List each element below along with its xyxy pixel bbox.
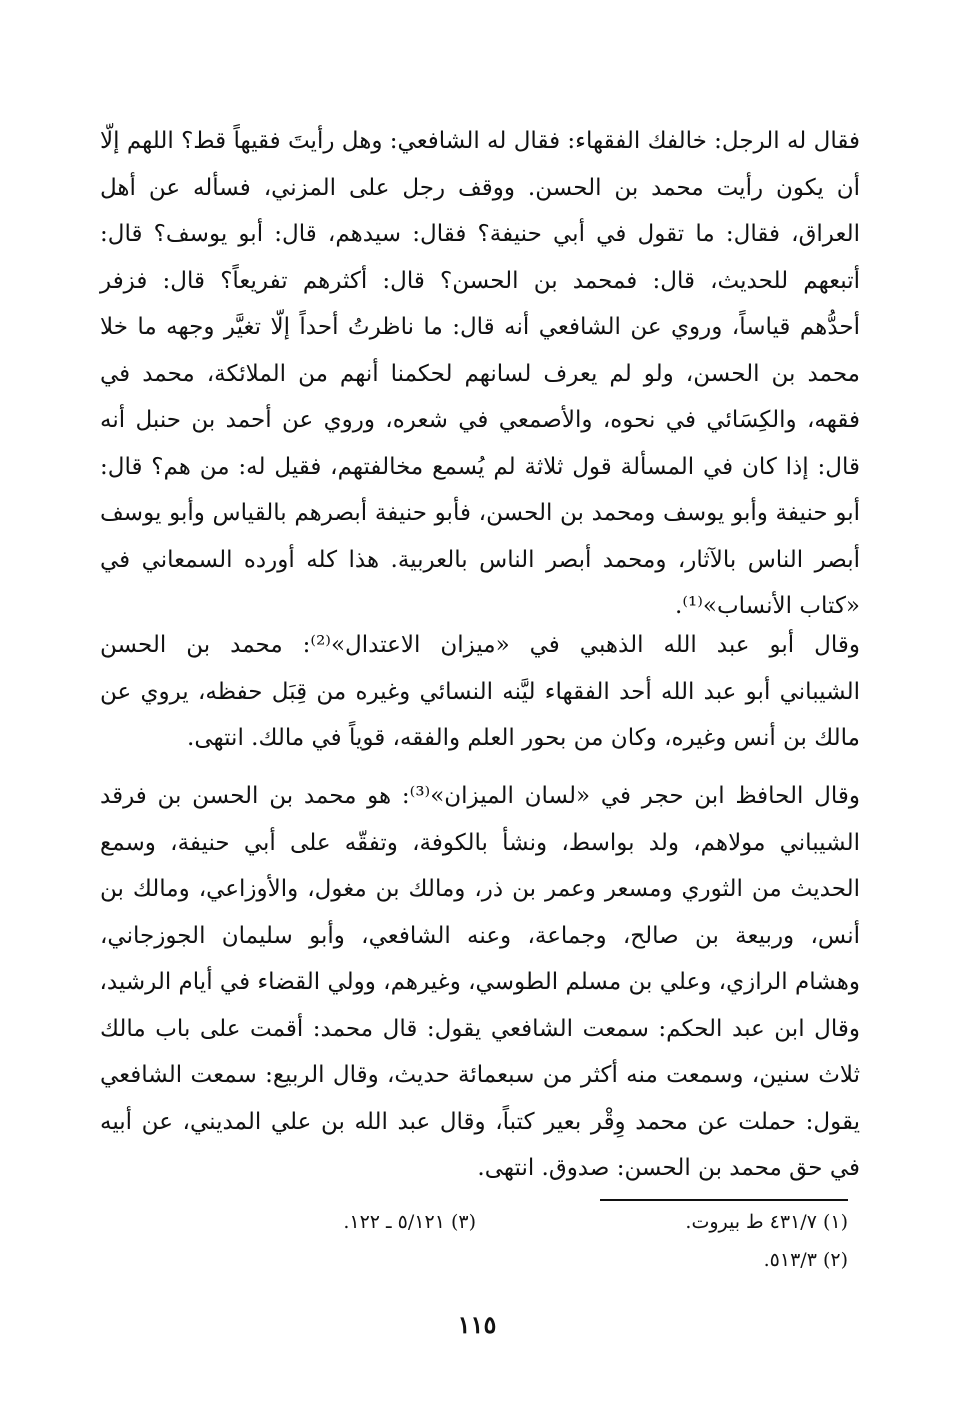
footnotes-right-column <box>685 1203 848 1279</box>
text-line: فقهه، والكِسَائي في نحوه، والأصمعي في شعره، وروي عن أحمد بن حنبل أنه <box>100 407 860 433</box>
text-line: أتبعهم للحديث، قال: فمحمد بن الحسن؟ قال: أكثرهم تفريعاً؟ قال: فزفر <box>100 267 860 294</box>
text-line: الشيباني مولاهم، ولد بواسط، ونشأ بالكوفة، وتفقّه على أبي حنيفة، وسمع <box>100 829 860 856</box>
paragraph-dhahabi-quote <box>100 622 860 762</box>
text-line: الشيباني أبو عبد الله أحد الفقهاء ليَّنه النسائي وغيره من قِبَل حفظه، يروي عن <box>100 678 860 705</box>
text-line: أن يكون رأيت محمد بن الحسن. ووقف رجل على المزني، فسأله عن أهل <box>100 174 860 201</box>
text-line: أبو حنيفة وأبو يوسف ومحمد بن الحسن، فأبو حنيفة أبصرهم بالقياس وأبو يوسف <box>100 500 860 526</box>
text-line: أنس، وربيعة بن صالح، وجماعة، وعنه الشافعي، وأبو سليمان الجوزجاني، <box>100 922 860 949</box>
text-line: العراق، فقال: ما تقول في أبي حنيفة؟ فقال: سيدهم، قال: أبو يوسف؟ قال: <box>100 221 860 247</box>
footnote-3: (٣) ٥/١٢١ ـ ١٢٢. <box>343 1211 476 1233</box>
text-line: قال: إذا كان في المسألة قول ثلاثة لم يُسمع مخالفتهم، فقيل له: من هم؟ قال: <box>100 453 860 480</box>
text-line: الحديث من الثوري ومسعر وعمر بن ذر، ومالك بن مغول، والأوزاعي، ومالك بن <box>100 876 860 902</box>
footnote-1: (١) ٤٣١/٧ ط بيروت. <box>685 1211 848 1233</box>
text-line: وقال ابن عبد الحكم: سمعت الشافعي يقول: قال محمد: أقمت على باب مالك <box>100 1015 860 1042</box>
footnote-divider <box>600 1199 848 1201</box>
text-line: يقول: حملت عن محمد وِقْر بعير كتباً، وقال عبد الله بن علي المديني، عن أبيه <box>100 1108 860 1135</box>
text-line: أحدُّهم قياساً، وروي عن الشافعي أنه قال: ما ناظرتُ أحداً إلّا تغيَّر وجهه ما خلا <box>100 314 860 340</box>
paragraph-shafii-narrations <box>100 118 860 630</box>
text-line: وقال الحافظ ابن حجر في «لسان الميزان»⁽³⁾: هو محمد بن الحسن بن فرقد <box>100 783 861 809</box>
text-line: وقال أبو عبد الله الذهبي في «ميزان الاعتدال»⁽²⁾: محمد بن الحسن <box>100 632 860 658</box>
text-line: ثلاث سنين، وسمعت منه أكثر من سبعمائة حديث، وقال الربيع: سمعت الشافعي <box>100 1062 860 1088</box>
text-line: محمد بن الحسن، ولو لم يعرف لسانهم لحكمنا أنهم من الملائكة، محمد في <box>100 360 860 387</box>
text-line: «كتاب الأنساب»⁽¹⁾. <box>675 593 860 619</box>
text-line: أبصر الناس بالآثار، ومحمد أبصر الناس بالعربية. هذا كله أورده السمعاني في <box>100 546 860 573</box>
text-line: مالك بن أنس وغيره، وكان من بحور العلم والفقه، قوياً في مالك. انتهى. <box>187 725 860 751</box>
text-line: وهشام الرازي، وعلي بن مسلم الطوسي، وغيرهم، وولي القضاء في أيام الرشيد، <box>99 969 860 995</box>
footnote-2: (٢) ٥١٣/٣. <box>763 1249 848 1271</box>
text-line: في حق محمد بن الحسن: صدوق. انتهى. <box>477 1155 860 1181</box>
text-line: فقال له الرجل: خالفك الفقهاء: فقال له الشافعي: وهل رأيتَ فقيهاً قط؟ اللهم إلّا <box>100 128 860 154</box>
paragraph-ibn-hajar-quote <box>100 773 860 1192</box>
page-number: ١١٥ <box>457 1310 497 1339</box>
footnotes-left-column <box>343 1203 476 1241</box>
